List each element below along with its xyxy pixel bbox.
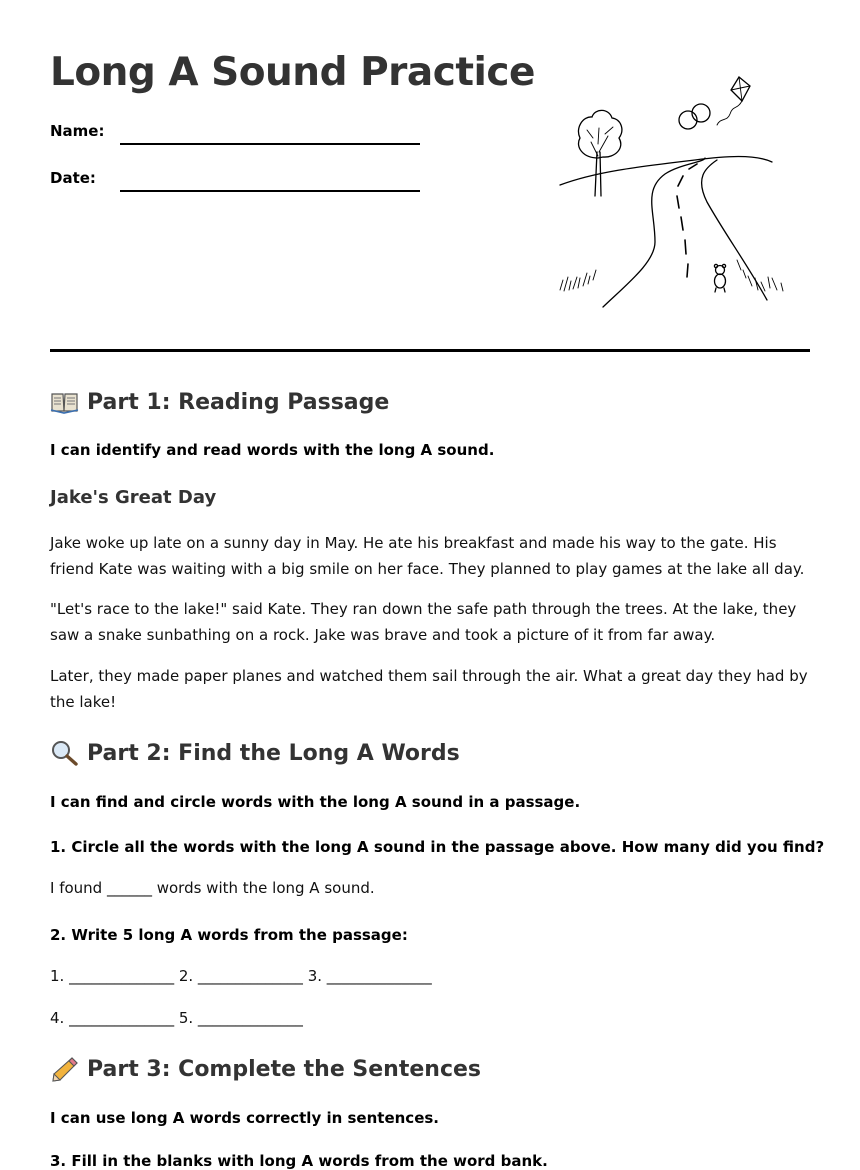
part2-goal: I can find and circle words with the long A sound in a passage. bbox=[50, 793, 581, 811]
page-title: Long A Sound Practice bbox=[50, 50, 535, 95]
date-label: Date: bbox=[50, 169, 96, 187]
balloon-left bbox=[679, 111, 697, 129]
kite-tail bbox=[717, 101, 742, 125]
magnifying-glass-icon bbox=[50, 740, 79, 766]
pencil-icon bbox=[50, 1056, 79, 1082]
horizon-line bbox=[560, 157, 772, 186]
part2-title: Part 2: Find the Long A Words bbox=[87, 740, 460, 766]
bear-ear-right bbox=[722, 264, 725, 267]
part1-heading bbox=[50, 389, 389, 415]
header-divider bbox=[50, 349, 810, 352]
question-3: 3. Fill in the blanks with long A words from the word bank. bbox=[50, 1152, 548, 1170]
kite-spars bbox=[731, 77, 750, 101]
question-2-answers-row-2[interactable]: 4. ______________ 5. ______________ bbox=[50, 1009, 303, 1027]
part3-title: Part 3: Complete the Sentences bbox=[87, 1056, 482, 1082]
name-label: Name: bbox=[50, 122, 105, 140]
grass-right bbox=[737, 260, 783, 291]
bear-body bbox=[715, 274, 726, 288]
part2-heading bbox=[50, 740, 460, 766]
part3-goal: I can use long A words correctly in sentences. bbox=[50, 1109, 439, 1127]
balloon-right bbox=[692, 104, 710, 122]
name-line[interactable] bbox=[120, 143, 420, 145]
road-right-edge bbox=[702, 160, 767, 300]
open-book-icon bbox=[50, 389, 79, 415]
name-field[interactable] bbox=[50, 122, 430, 146]
date-field[interactable] bbox=[50, 169, 430, 193]
question-1: 1. Circle all the words with the long A sound in the passage above. How many did you find? bbox=[50, 838, 825, 856]
part3-heading bbox=[50, 1056, 481, 1082]
question-2-answers-row-1[interactable]: 1. ______________ 2. ______________ 3. ______________ bbox=[50, 967, 432, 985]
date-line[interactable] bbox=[120, 190, 420, 192]
part1-goal: I can identify and read words with the long A sound. bbox=[50, 441, 495, 459]
part1-title: Part 1: Reading Passage bbox=[87, 389, 390, 415]
passage-paragraph-3: Later, they made paper planes and watched them sail through the air. What a great day they had by the lake! bbox=[50, 667, 808, 711]
passage-paragraph-2: "Let's race to the lake!" said Kate. They ran down the safe path through the trees. At the lake, they saw a snake sunbathing on a rock. Jake was brave and took a picture of it from far away. bbox=[50, 600, 797, 644]
question-1-answer-line[interactable]: I found ______ words with the long A sound. bbox=[50, 879, 375, 897]
path-landscape-illustration bbox=[555, 72, 795, 312]
grass-left bbox=[560, 270, 596, 291]
bear-ear-left bbox=[714, 264, 717, 267]
road-left-edge bbox=[603, 158, 705, 307]
passage-paragraph-1: Jake woke up late on a sunny day in May. He ate his breakfast and made his way to the gate. His friend Kate was waiting with a big smile on her face. They planned to play games at the lake all day. bbox=[50, 534, 805, 578]
question-2: 2. Write 5 long A words from the passage: bbox=[50, 926, 408, 944]
road-center-dashes bbox=[677, 164, 697, 277]
story-title: Jake's Great Day bbox=[50, 487, 217, 508]
